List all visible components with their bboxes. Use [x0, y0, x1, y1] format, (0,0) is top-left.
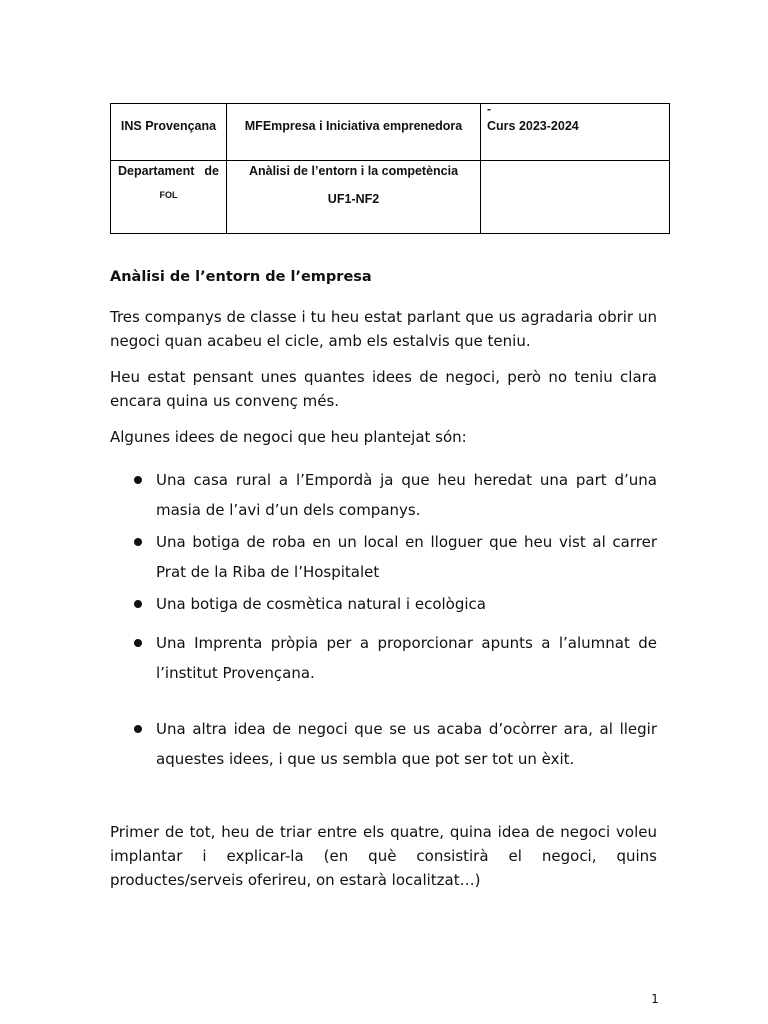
list-item — [156, 589, 657, 619]
list-item-text: Una casa rural a l’Empordà ja que heu heredat una part d’una masia de l’avi d’un dels companys. — [156, 471, 657, 519]
course-cell — [481, 104, 670, 161]
header-table — [110, 103, 670, 234]
paragraph-instructions: Primer de tot, heu de triar entre els quatre, quina idea de negoci voleu implantar i explicar-la (en què consistirà el negoci, quins productes/serveis oferireu, on estarà localitzat…) — [110, 823, 657, 889]
school-name: INS Provençana — [120, 119, 217, 133]
bullet-icon — [134, 476, 142, 484]
empty-cell — [481, 161, 670, 234]
list-item-text: Una altra idea de negoci que se us acaba d’ocòrrer ara, al llegir aquestes idees, i que us sembla que pot ser tot un èxit. — [156, 720, 657, 768]
list-item — [156, 465, 657, 525]
topic-cell — [227, 161, 481, 234]
list-item — [156, 628, 657, 688]
bullet-icon — [134, 538, 142, 546]
department-sub: FOL — [159, 190, 178, 200]
module-cell — [227, 104, 481, 161]
list-item-text: Una Imprenta pròpia per a proporcionar apunts a l’alumnat de l’institut Provençana. — [156, 634, 657, 682]
department-name: Departament de — [118, 164, 219, 178]
list-item-text: Una botiga de roba en un local en lloguer que heu vist al carrer Prat de la Riba de l’Hospitalet — [156, 533, 657, 581]
paragraph-list-intro: Algunes idees de negoci que heu plantejat són: — [110, 428, 467, 446]
school-cell — [111, 104, 227, 161]
unit-code: UF1-NF2 — [327, 192, 380, 206]
department-cell — [111, 161, 227, 234]
list-item — [156, 527, 657, 587]
bullet-icon — [134, 725, 142, 733]
course-year: Curs 2023-2024 — [487, 119, 579, 133]
page-number: 1 — [651, 992, 659, 1006]
list-item-text: Una botiga de cosmètica natural i ecològica — [156, 595, 486, 613]
paragraph-intro: Tres companys de classe i tu heu estat parlant que us agradaria obrir un negoci quan acabeu el cicle, amb els estalvis que teniu. — [110, 308, 657, 350]
bullet-icon — [134, 600, 142, 608]
course-dash: - — [487, 102, 491, 116]
section-heading: Anàlisi de l’entorn de l’empresa — [110, 269, 372, 285]
list-item — [156, 714, 657, 774]
bullet-icon — [134, 639, 142, 647]
module-name: MFEmpresa i Iniciativa emprenedora — [244, 119, 463, 133]
paragraph-ideas: Heu estat pensant unes quantes idees de negoci, però no teniu clara encara quina us convenç més. — [110, 368, 657, 410]
topic-title: Anàlisi de l’entorn i la competència — [248, 164, 459, 178]
